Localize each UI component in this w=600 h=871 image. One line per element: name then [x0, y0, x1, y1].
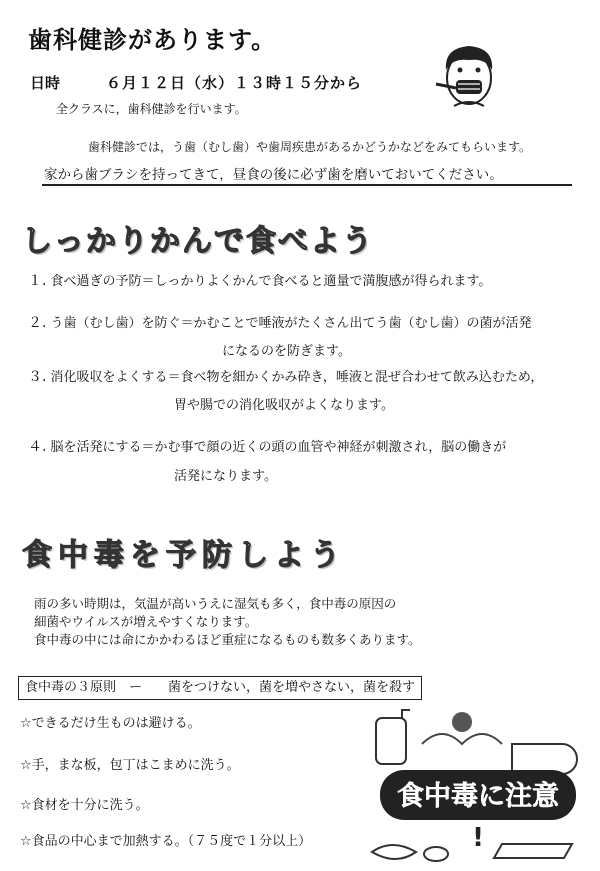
food-para-line-1: 雨の多い時期は，気温が高いうえに湿気も多く，食中毒の原因の [34, 596, 397, 611]
datetime-label: 日時 [30, 74, 61, 92]
note-underline [42, 184, 572, 186]
chew-item-number: １. [28, 273, 47, 289]
tip-item-2: ☆手，まな板，包丁はこまめに洗う。 [20, 758, 240, 773]
tip-item-4: ☆食品の中心まで加熱する。（７５度で１分以上） [20, 834, 312, 849]
food-para-line-2: 細菌やウイルスが増えやすくなります。 [34, 614, 258, 629]
datetime-value: ６月１２日（水）１３時１５分から [106, 74, 363, 92]
chew-item-4-continued: 活発になります。 [174, 469, 277, 484]
chew-item-text: 消化吸収をよくする＝食べ物を細かくかみ砕き，唾液と混ぜ合わせて飲み込むため， [50, 370, 544, 385]
food-poisoning-warning-illustration [362, 704, 590, 864]
page-title: 歯科健診があります。 [28, 26, 277, 54]
checkup-note-bring-toothbrush: 家から歯ブラシを持ってきて，昼食の後に必ず歯を磨いておいてください。 [44, 167, 503, 183]
poster-exclamation: ! [472, 823, 484, 853]
chew-item-1 [28, 270, 491, 290]
food-para-line-3: 食中毒の中には命にかかわるほど重症になるものも数多くあります。 [34, 632, 421, 647]
boy-brushing-teeth-illustration [434, 40, 504, 110]
chew-item-text: 食べ過ぎの予防＝しっかりよくかんで食べると適量で満腹感が得られます。 [50, 274, 492, 289]
checkup-note-description: 歯科健診では，う歯（むし歯）や歯周疾患があるかどうかなどをみてもらいます。 [88, 140, 532, 154]
three-principles-box: 食中毒の３原則 ー 菌をつけない，菌を増やさない，菌を殺す [18, 676, 422, 700]
chew-item-3-continued: 胃や腸での消化吸収がよくなります。 [174, 398, 394, 413]
chew-item-number: ３. [28, 369, 47, 385]
chew-item-4 [28, 436, 506, 456]
chew-item-2 [28, 312, 531, 332]
event-datetime [30, 72, 362, 93]
chew-item-3 [28, 366, 543, 386]
chew-item-text: う歯（むし歯）を防ぐ＝かむことで唾液がたくさん出てう歯（むし歯）の菌が活発 [50, 316, 532, 331]
chew-item-number: ２. [28, 315, 47, 331]
tip-item-3: ☆食材を十分に洗う。 [20, 798, 149, 813]
food-poisoning-heading: 食中毒を予防しよう [22, 538, 346, 573]
poster-caption: 食中毒に注意 [397, 781, 559, 812]
chew-item-text: 脳を活発にする＝かむ事で顔の近くの頭の血管や神経が刺激され，脳の働きが [50, 440, 507, 455]
checkup-note-all-classes: 全クラスに，歯科健診を行います。 [56, 102, 247, 116]
chew-heading: しっかりかんで食べよう [22, 224, 374, 259]
chew-item-number: ４. [28, 439, 47, 455]
chew-item-2-continued: になるのを防ぎます。 [222, 344, 351, 359]
tip-item-1: ☆できるだけ生ものは避ける。 [20, 716, 201, 731]
